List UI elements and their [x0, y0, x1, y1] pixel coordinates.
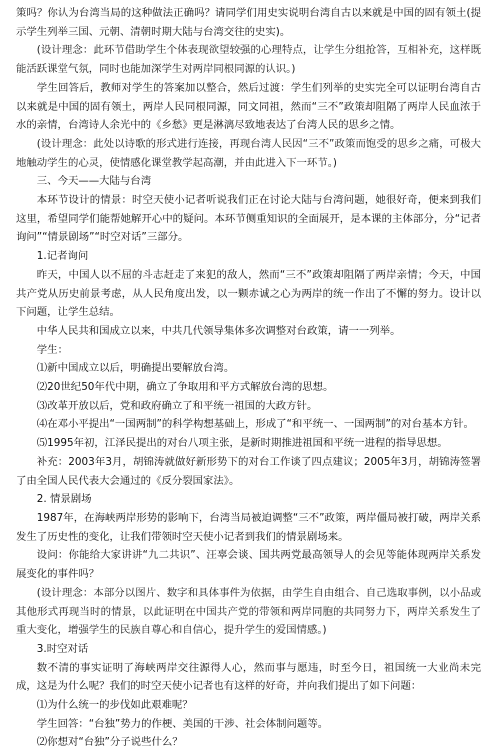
answer-paragraph: 学生回答：“台独”势力的作梗、美国的干涉、社会体制问题等。: [36, 717, 329, 730]
list-item: ⑵20世纪50年代中期，确立了争取用和平方式解放台湾的思想。: [36, 381, 334, 394]
design-note-paragraph: (设计理念：本部分以图片、数字和具体事件为依据，由学生自由组合、自己选取事例，以小品或其他形式再现当时的情景，以此证明在中国共产党的带领和两岸同胞的共同努力下，两岸关系发生了重大变化，增强学生的民族自尊心和自信心，提升学生的爱国情感。): [16, 586, 481, 637]
subsection-heading: 1.记者询问: [36, 250, 89, 263]
answer-label: 学生：: [36, 343, 68, 356]
paragraph: 数不清的事实证明了海峡两岸交往源得人心，然而事与愿违，时至今日，祖国统一大业尚未完成，这是为什么呢？我们的时空天使小记者也有这样的好奇，并向我们提出了如下问题：: [16, 661, 481, 693]
question-paragraph: 设问：你能给大家讲讲“九二共识”、汪辜会谈、国共两党最高领导人的会见等能体现两岸关系发展变化的事件吗？: [16, 549, 481, 581]
paragraph: 策吗？你认为台湾当局的这种做法正确吗？请同学们用史实说明台湾自古以来就是中国的固有领土(提示学生列举三国、元朝、清朝时期大陆与台湾交往的史实)。: [16, 7, 481, 38]
paragraph: 学生回答后，教师对学生的答案加以整合，然后过渡：学生们列举的史实完全可以证明台湾自古以来就是中国的固有领土，两岸人民同根同源，同文同祖，然而“三不”政策却阻隔了两岸人民血浓于水的亲情，台湾诗人余光中的《乡愁》更是淋漓尽致地表达了台湾人民的思乡之情。: [16, 81, 481, 132]
supplement-paragraph: 补充：2003年3月，胡锦涛就做好新形势下的对台工作谈了四点建议；2005年3月，胡锦涛签署了由全国人民代表大会通过的《反分裂国家法》。: [16, 455, 481, 487]
question-paragraph: 中华人民共和国成立以来，中共几代领导集体多次调整对台政策，请一一列举。: [36, 324, 401, 337]
paragraph: 本环节设计的情景：时空天使小记者听说我们正在讨论大陆与台湾问题，她很好奇，便来到我们这里，希望同学们能帮她解开心中的疑问。本环节侧重知识的全面展开，是本课的主体部分，分“记者询问”“情景剧场”“时空对话”三部分。: [16, 194, 481, 244]
design-note-paragraph: (设计理念：此处以诗歌的形式进行连接，再现台湾人民因“三不”政策而饱受的思乡之痛，可极大地触动学生的心灵，使情感化课堂教学起高潮，并由此进入下一环节。): [16, 137, 481, 169]
paragraph: 昨天，中国人以不屈的斗志赶走了来犯的敌人，然而“三不”政策却阻隔了两岸亲情；今天，中国共产党从历史前景考虑，从人民角度出发，以一颗赤诚之心为两岸的统一作出了不懈的努力。设计以下问题，让学生总结。: [16, 268, 481, 319]
subsection-heading: 3.时空对话: [36, 642, 89, 655]
subsection-heading: 2. 情景剧场: [36, 493, 92, 506]
list-item: ⑴新中国成立以后，明确提出要解放台湾。: [36, 362, 235, 375]
section-heading: 三、今天——大陆与台湾: [36, 175, 152, 188]
list-item: ⑷在邓小平提出“一国两制”的科学构想基础上，形成了“和平统一、一国两制”的对台基本方针。: [36, 418, 474, 431]
design-note-paragraph: (设计理念：此环节借助学生个体表现欲望较强的心理特点，让学生分组抢答，互相补充，这样既能活跃课堂气氛，同时也能加深学生对两岸同根同源的认识。): [16, 44, 481, 76]
paragraph: 1987年，在海峡两岸形势的影响下，台湾当局被迫调整“三不”政策，两岸僵局被打破，两岸关系发生了历史性的变化，让我们带领时空天使小记者到我们的情景剧场来。: [16, 511, 481, 543]
list-item: ⑸1995年初，江泽民提出的对台八项主张，是新时期推进祖国和平统一进程的指导思想。: [36, 437, 448, 450]
list-item: ⑵你想对“台独”分子说些什么？: [36, 736, 183, 749]
list-item: ⑴为什么统一的步伐如此艰难呢？: [36, 699, 193, 712]
list-item: ⑶改革开放以后，党和政府确立了和平统一祖国的大政方针。: [36, 399, 318, 412]
